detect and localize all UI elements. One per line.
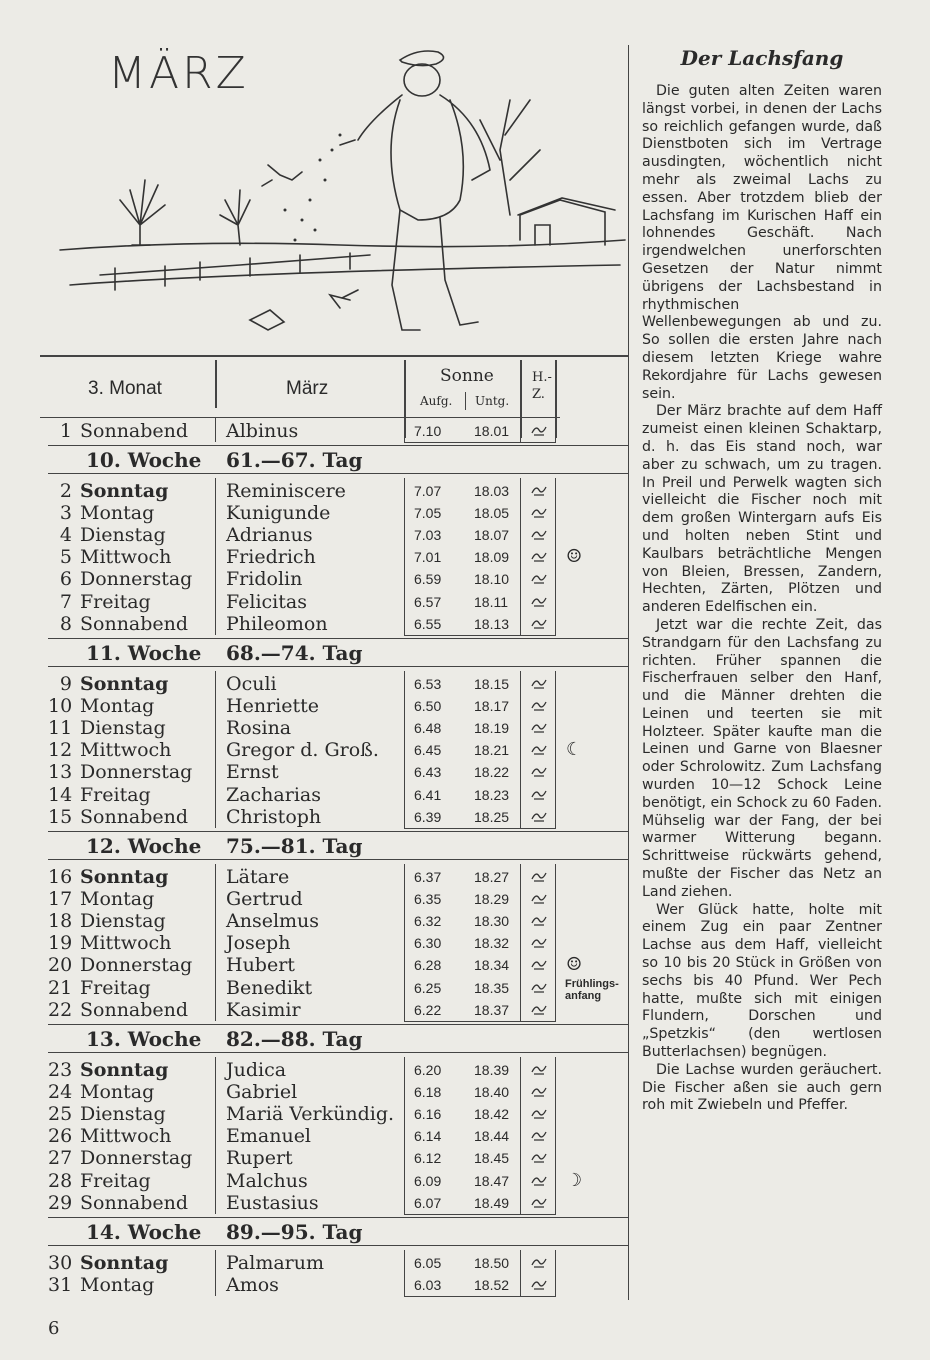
sunset-time: 18.13 xyxy=(474,615,510,632)
weekday-name: Freitag xyxy=(80,590,151,613)
sunset-time: 18.09 xyxy=(474,549,510,566)
weekday-name: Montag xyxy=(80,695,155,718)
saint-name: Kasimir xyxy=(226,998,301,1021)
new-moon-icon: ☺ xyxy=(566,954,583,976)
sunrise-time: 7.10 xyxy=(414,423,442,439)
capricorn-icon xyxy=(530,787,548,801)
calendar-day-row xyxy=(48,784,608,806)
week-day-range: 82.—88. Tag xyxy=(226,1027,363,1051)
calendar-day-row xyxy=(48,866,608,888)
column-divider xyxy=(215,360,217,408)
sunset-time: 18.47 xyxy=(474,1172,510,1189)
calendar-day-row xyxy=(48,695,608,717)
weekday-name: Mittwoch xyxy=(80,932,172,955)
week-bottom-rule xyxy=(48,859,628,860)
sunset-time: 18.07 xyxy=(474,527,510,544)
sunset-time: 18.34 xyxy=(474,957,510,974)
sunset-time: 18.39 xyxy=(474,1062,510,1078)
calendar-day-row xyxy=(48,480,608,502)
sunset-time: 18.40 xyxy=(474,1084,510,1101)
taurus-icon xyxy=(530,1062,548,1076)
calendar-day-row xyxy=(48,1147,608,1169)
day-number: 28 xyxy=(48,1169,73,1192)
week-bottom-rule xyxy=(48,1245,628,1246)
calendar-day-row xyxy=(48,954,608,976)
saint-name: Reminiscere xyxy=(226,480,346,502)
week-day-range: 75.—81. Tag xyxy=(226,834,363,858)
calendar-day-row xyxy=(48,524,608,546)
scorpio-icon xyxy=(530,698,548,712)
week-header xyxy=(86,835,486,857)
saint-name: Emanuel xyxy=(226,1125,312,1148)
weekday-name: Dienstag xyxy=(80,910,166,933)
saint-name: Eustasius xyxy=(226,1191,319,1214)
pisces-icon xyxy=(530,913,548,927)
saint-name: Kunigunde xyxy=(226,502,331,525)
pisces-icon xyxy=(530,957,548,971)
saint-name: Albinus xyxy=(226,420,299,442)
week-header xyxy=(86,642,486,664)
sunset-time: 18.19 xyxy=(474,720,510,737)
group-rule xyxy=(404,1296,556,1297)
day-number: 15 xyxy=(48,805,73,828)
saint-name: Rosina xyxy=(226,717,292,740)
scorpio-icon xyxy=(530,676,548,690)
sunrise-time: 6.03 xyxy=(414,1277,442,1294)
weekday-name: Freitag xyxy=(80,976,151,999)
weekday-name: Mittwoch xyxy=(80,1125,172,1148)
weekday-name: Donnerstag xyxy=(80,1147,193,1170)
sidebar-article xyxy=(642,83,882,1115)
header-bottom-rule xyxy=(40,417,560,418)
saint-name: Judica xyxy=(226,1059,287,1081)
taurus-icon xyxy=(530,1084,548,1098)
saint-name: Benedikt xyxy=(226,976,313,999)
sunrise-time: 6.20 xyxy=(414,1062,442,1078)
sunrise-time: 6.05 xyxy=(414,1255,442,1271)
week-number: 13. Woche xyxy=(86,1027,202,1051)
aries-icon xyxy=(530,980,548,994)
sunset-time: 18.52 xyxy=(474,1277,510,1294)
sunrise-time: 6.35 xyxy=(414,891,442,908)
sunset-time: 18.03 xyxy=(474,483,510,499)
sunset-time: 18.05 xyxy=(474,505,510,522)
day-number: 30 xyxy=(48,1252,73,1274)
weekday-name: Montag xyxy=(80,1274,155,1297)
week-top-rule xyxy=(48,445,628,446)
group-rule xyxy=(404,1214,556,1215)
weekday-name: Sonntag xyxy=(80,866,169,888)
week-top-rule xyxy=(48,638,628,639)
sunset-time: 18.23 xyxy=(474,786,510,803)
weekday-name: Freitag xyxy=(80,783,151,806)
saint-name: Henriette xyxy=(226,695,319,718)
saint-name: Joseph xyxy=(226,932,291,955)
article-paragraph: Der März brachte auf dem Haff zumeist einen kleinen Schaktarp, d. h. das Eis stand noch, war aber zu schwach, um zu tragen. In Preil und Perwelk wagten sich vielleicht die Fischer noch mit dem großen Wintergarn aufs Eis und holten neben Stint und Kaulbars beträchtliche Mengen von Bleien, Bressen, Zandern, Hechten, Zärten, Plötzen und anderen Edelfischen ein. xyxy=(642,403,882,616)
calendar-day-row xyxy=(48,1103,608,1125)
week-top-rule xyxy=(48,1024,628,1025)
sunrise-time: 6.07 xyxy=(414,1194,442,1211)
month-number: 3. Monat xyxy=(88,378,162,399)
week-day-range: 61.—67. Tag xyxy=(226,448,363,472)
sunrise-time: 6.41 xyxy=(414,786,442,803)
sunset-time: 18.15 xyxy=(474,676,510,692)
day-number: 5 xyxy=(59,546,72,569)
day-number: 24 xyxy=(48,1081,73,1104)
sunrise-time: 7.05 xyxy=(414,505,442,522)
week-header xyxy=(86,449,486,471)
weekday-name: Montag xyxy=(80,888,155,911)
saint-name: Mariä Verkündig. xyxy=(226,1103,395,1126)
sunset-time: 18.29 xyxy=(474,891,510,908)
calendar-day-row xyxy=(48,568,608,590)
gemini-icon xyxy=(530,1128,548,1142)
saint-name: Oculi xyxy=(226,673,277,695)
article-paragraph: Wer Glück hatte, holte mit einem Zug ein paar Zentner Lachse aus dem Haff, vielleicht so 10 bis 20 Stück in Größen von sechs bis 40 Pfund. Wer Pech hatte, mußte sich mit einigen Flundern, Dorschen und „Spetzkis“ (den wertlosen Butterlachsen) begnügen. xyxy=(642,901,882,1061)
cancer-icon xyxy=(530,1173,548,1187)
libra-icon xyxy=(530,616,548,630)
calendar-day-row xyxy=(48,1059,608,1081)
capricorn-icon xyxy=(530,423,548,437)
weekday-name: Donnerstag xyxy=(80,954,193,977)
saint-name: Amos xyxy=(226,1274,279,1297)
week-number: 12. Woche xyxy=(86,834,202,858)
sunrise-time: 6.14 xyxy=(414,1128,442,1145)
weekday-name: Montag xyxy=(80,1081,155,1104)
saint-name: Gabriel xyxy=(226,1081,298,1104)
day-number: 3 xyxy=(59,502,72,525)
sunset-time: 18.11 xyxy=(474,593,508,610)
calendar-day-row xyxy=(48,932,608,954)
sunrise-time: 6.28 xyxy=(414,957,442,974)
aries-icon xyxy=(530,1002,548,1016)
calendar-day-row xyxy=(48,1081,608,1103)
sunrise-time: 6.55 xyxy=(414,615,442,632)
sunset-time: 18.30 xyxy=(474,913,510,930)
aquarius-icon xyxy=(530,869,548,883)
calendar-day-row xyxy=(48,977,608,999)
sun-header: Sonne xyxy=(440,366,494,386)
weekday-name: Sonnabend xyxy=(80,1191,189,1214)
day-number: 16 xyxy=(48,866,73,888)
group-rule xyxy=(404,442,556,443)
aquarius-icon xyxy=(530,505,548,519)
calendar-day-row xyxy=(48,546,608,568)
week-header xyxy=(86,1028,486,1050)
sunrise-time: 6.50 xyxy=(414,698,442,715)
calendar-day-row xyxy=(48,613,608,635)
weekday-name: Montag xyxy=(80,502,155,525)
saint-name: Christoph xyxy=(226,805,322,828)
gemini-icon xyxy=(530,1150,548,1164)
weekday-name: Sonnabend xyxy=(80,805,189,828)
saint-name: Gregor d. Groß. xyxy=(226,739,379,762)
libra-icon xyxy=(530,594,548,608)
sunrise-time: 7.03 xyxy=(414,527,442,544)
weekday-name: Sonnabend xyxy=(80,612,189,635)
saint-name: Palmarum xyxy=(226,1252,325,1274)
sunrise-time: 6.32 xyxy=(414,913,442,930)
day-number: 8 xyxy=(59,612,72,635)
sagittarius-icon xyxy=(530,742,548,756)
sagittarius-icon xyxy=(530,720,548,734)
day-number: 31 xyxy=(48,1274,73,1297)
calendar-day-row xyxy=(48,999,608,1021)
article-paragraph: Jetzt war die rechte Zeit, das Strandgarn für den Lachsfang zu richten. Früher spannen die Fischerfrauen selber den Hanf, und die Männer drehten die Leinen und teerten sie mit Holzteer. Später kaufte man die Leinen und Garne von Blaesner oder Schrolowitz. Zum Lachsfang wurden 10—12 Schock Leine benötigt, ein Schock zu 60 Faden. Mühselig war der Fang, der bei warmer Witterung begann. Schrittweise rückwärts gehend, mußte der Fischer das Netz an Land ziehen. xyxy=(642,616,882,900)
day-number: 9 xyxy=(59,673,72,695)
article-paragraph: Die guten alten Zeiten waren längst vorbei, in denen der Lachs so reichlich gefangen wurde, daß Dienstboten sich im Vertrage ausdingten, wöchentlich nicht mehr als zweimal Lachs zu essen. Aber trotzdem blieb der Lachsfang im Kurischen Haff ein lohnendes Geschäft. Nach irgendwelchen unerforschten Gesetzen der Natur nimmt übrigens der Lachsbestand in rhythmischen Wellenbewegungen ab und zu. So sollen die ersten Jahre nach diesem letzten Kriege wahre Rekordjahre für Lachs gewesen sein. xyxy=(642,83,882,402)
sunrise-time: 6.25 xyxy=(414,979,442,996)
saint-name: Lätare xyxy=(226,866,290,888)
full-moon-icon: ☺ xyxy=(566,546,583,568)
zodiac-header: H.-Z. xyxy=(532,370,552,402)
last-quarter-icon: ☾ xyxy=(566,739,583,761)
weekday-name: Dienstag xyxy=(80,1103,166,1126)
sunrise-time: 6.16 xyxy=(414,1106,442,1123)
weekday-name: Sonntag xyxy=(80,480,169,502)
week-number: 10. Woche xyxy=(86,448,202,472)
sunrise-time: 6.39 xyxy=(414,808,442,825)
day-number: 25 xyxy=(48,1103,73,1126)
day-number: 22 xyxy=(48,998,73,1021)
cancer-icon xyxy=(530,1255,548,1269)
sunset-time: 18.49 xyxy=(474,1194,510,1211)
week-top-rule xyxy=(48,831,628,832)
weekday-name: Freitag xyxy=(80,1169,151,1192)
sunset-time: 18.22 xyxy=(474,764,510,781)
calendar-day-row xyxy=(48,888,608,910)
saint-name: Friedrich xyxy=(226,546,316,569)
day-number: 14 xyxy=(48,783,73,806)
calendar-day-row xyxy=(48,591,608,613)
day-number: 19 xyxy=(48,932,73,955)
sunrise-time: 6.48 xyxy=(414,720,442,737)
sunrise-time: 7.07 xyxy=(414,483,442,499)
pisces-icon xyxy=(530,935,548,949)
sower-illustration xyxy=(40,40,630,355)
first-quarter-icon: ☽ xyxy=(566,1169,583,1191)
day-number: 23 xyxy=(48,1059,73,1081)
saint-name: Adrianus xyxy=(226,524,313,547)
month-title: MÄRZ xyxy=(108,48,249,99)
sunset-time: 18.17 xyxy=(474,698,510,715)
month-name: März xyxy=(286,378,329,399)
sunrise-time: 6.59 xyxy=(414,571,442,588)
weekday-name: Sonntag xyxy=(80,1252,169,1274)
calendar-day-row xyxy=(48,1125,608,1147)
saint-name: Hubert xyxy=(226,954,295,977)
weekday-name: Sonnabend xyxy=(80,998,189,1021)
day-number: 10 xyxy=(48,695,73,718)
calendar-day-row xyxy=(48,761,608,783)
sunrise-time: 6.37 xyxy=(414,869,442,885)
calendar-day-row xyxy=(48,910,608,932)
day-number: 11 xyxy=(48,717,73,740)
leo-icon xyxy=(530,1277,548,1291)
column-separator xyxy=(628,45,629,1300)
sunrise-header: Aufg. xyxy=(420,394,453,408)
capricorn-icon xyxy=(530,483,548,497)
sunset-time: 18.50 xyxy=(474,1255,510,1271)
saint-name: Felicitas xyxy=(226,590,307,613)
aquarius-icon xyxy=(530,891,548,905)
week-day-range: 68.—74. Tag xyxy=(226,641,363,665)
day-number: 7 xyxy=(59,590,72,613)
saint-name: Anselmus xyxy=(226,910,320,933)
sunset-time: 18.42 xyxy=(474,1106,510,1123)
sunrise-time: 6.30 xyxy=(414,935,442,952)
group-rule xyxy=(404,635,556,636)
pisces-icon xyxy=(530,571,548,585)
sunrise-time: 6.43 xyxy=(414,764,442,781)
aquarius-icon xyxy=(530,527,548,541)
column-divider xyxy=(465,392,466,410)
day-number: 4 xyxy=(59,524,72,547)
weekday-name: Sonntag xyxy=(80,1059,169,1081)
sunset-time: 18.01 xyxy=(474,423,510,439)
calendar-day-row xyxy=(48,1252,608,1274)
week-day-range: 89.—95. Tag xyxy=(226,1220,363,1244)
day-number: 13 xyxy=(48,761,73,784)
saint-name: Fridolin xyxy=(226,568,303,591)
calendar-day-row xyxy=(48,502,608,524)
saint-name: Malchus xyxy=(226,1169,308,1192)
weekday-name: Mittwoch xyxy=(80,546,172,569)
calendar-day-row xyxy=(48,739,608,761)
sunrise-time: 6.22 xyxy=(414,1001,442,1018)
week-top-rule xyxy=(48,1217,628,1218)
weekday-name: Sonnabend xyxy=(80,420,189,442)
weekday-name: Dienstag xyxy=(80,717,166,740)
day-number: 17 xyxy=(48,888,73,911)
sunset-time: 18.25 xyxy=(474,808,510,825)
sunset-time: 18.45 xyxy=(474,1150,510,1167)
sunrise-time: 6.45 xyxy=(414,742,442,759)
sunset-time: 18.10 xyxy=(474,571,510,588)
day-number: 20 xyxy=(48,954,73,977)
sunset-time: 18.35 xyxy=(474,979,510,996)
week-number: 14. Woche xyxy=(86,1220,202,1244)
saint-name: Ernst xyxy=(226,761,279,784)
sunset-header: Untg. xyxy=(475,394,510,408)
taurus-icon xyxy=(530,1106,548,1120)
calendar-day-row xyxy=(48,673,608,695)
sunset-time: 18.21 xyxy=(474,742,510,759)
page-number: 6 xyxy=(48,1318,60,1339)
table-top-rule xyxy=(40,355,628,357)
pisces-icon xyxy=(530,549,548,563)
calendar-day-row xyxy=(48,1170,608,1192)
saint-name: Gertrud xyxy=(226,888,303,911)
capricorn-icon xyxy=(530,809,548,823)
week-header xyxy=(86,1221,486,1243)
sunrise-time: 6.09 xyxy=(414,1172,442,1189)
day-number: 27 xyxy=(48,1147,73,1170)
sunset-time: 18.37 xyxy=(474,1001,510,1018)
day-number: 18 xyxy=(48,910,73,933)
calendar-day-row xyxy=(48,1192,608,1214)
sunrise-time: 6.57 xyxy=(414,593,442,610)
weekday-name: Dienstag xyxy=(80,524,166,547)
saint-name: Zacharias xyxy=(226,783,321,806)
calendar-day-row xyxy=(48,806,608,828)
cancer-icon xyxy=(530,1195,548,1209)
group-rule xyxy=(404,1021,556,1022)
sunrise-time: 6.12 xyxy=(414,1150,442,1167)
week-number: 11. Woche xyxy=(86,641,202,665)
day-number: 21 xyxy=(48,976,73,999)
weekday-name: Mittwoch xyxy=(80,739,172,762)
weekday-name: Donnerstag xyxy=(80,761,193,784)
sidebar-title: Der Lachsfang xyxy=(680,46,844,70)
day-number: 29 xyxy=(48,1191,73,1214)
day-number: 26 xyxy=(48,1125,73,1148)
calendar-day-row xyxy=(48,420,608,442)
week-bottom-rule xyxy=(48,473,628,474)
day-number: 6 xyxy=(59,568,72,591)
week-bottom-rule xyxy=(48,1052,628,1053)
saint-name: Phileomon xyxy=(226,612,328,635)
article-paragraph: Die Lachse wurden geräuchert. Die Fischer aßen sie auch gern roh mit Zwiebeln und Pfeffer. xyxy=(642,1061,882,1114)
day-number: 1 xyxy=(59,420,72,442)
calendar-day-row xyxy=(48,717,608,739)
saint-name: Rupert xyxy=(226,1147,293,1170)
sunset-time: 18.44 xyxy=(474,1128,510,1145)
sunset-time: 18.32 xyxy=(474,935,510,952)
calendar-day-row xyxy=(48,1274,608,1296)
day-number: 12 xyxy=(48,739,73,762)
sunrise-time: 7.01 xyxy=(414,549,442,566)
week-bottom-rule xyxy=(48,666,628,667)
sagittarius-icon xyxy=(530,764,548,778)
sunset-time: 18.27 xyxy=(474,869,510,885)
weekday-name: Donnerstag xyxy=(80,568,193,591)
day-number: 2 xyxy=(59,480,72,502)
sunrise-time: 6.53 xyxy=(414,676,442,692)
group-rule xyxy=(404,828,556,829)
weekday-name: Sonntag xyxy=(80,673,169,695)
spring-start-label: Frühlings-anfang xyxy=(565,978,619,1002)
sunrise-time: 6.18 xyxy=(414,1084,442,1101)
